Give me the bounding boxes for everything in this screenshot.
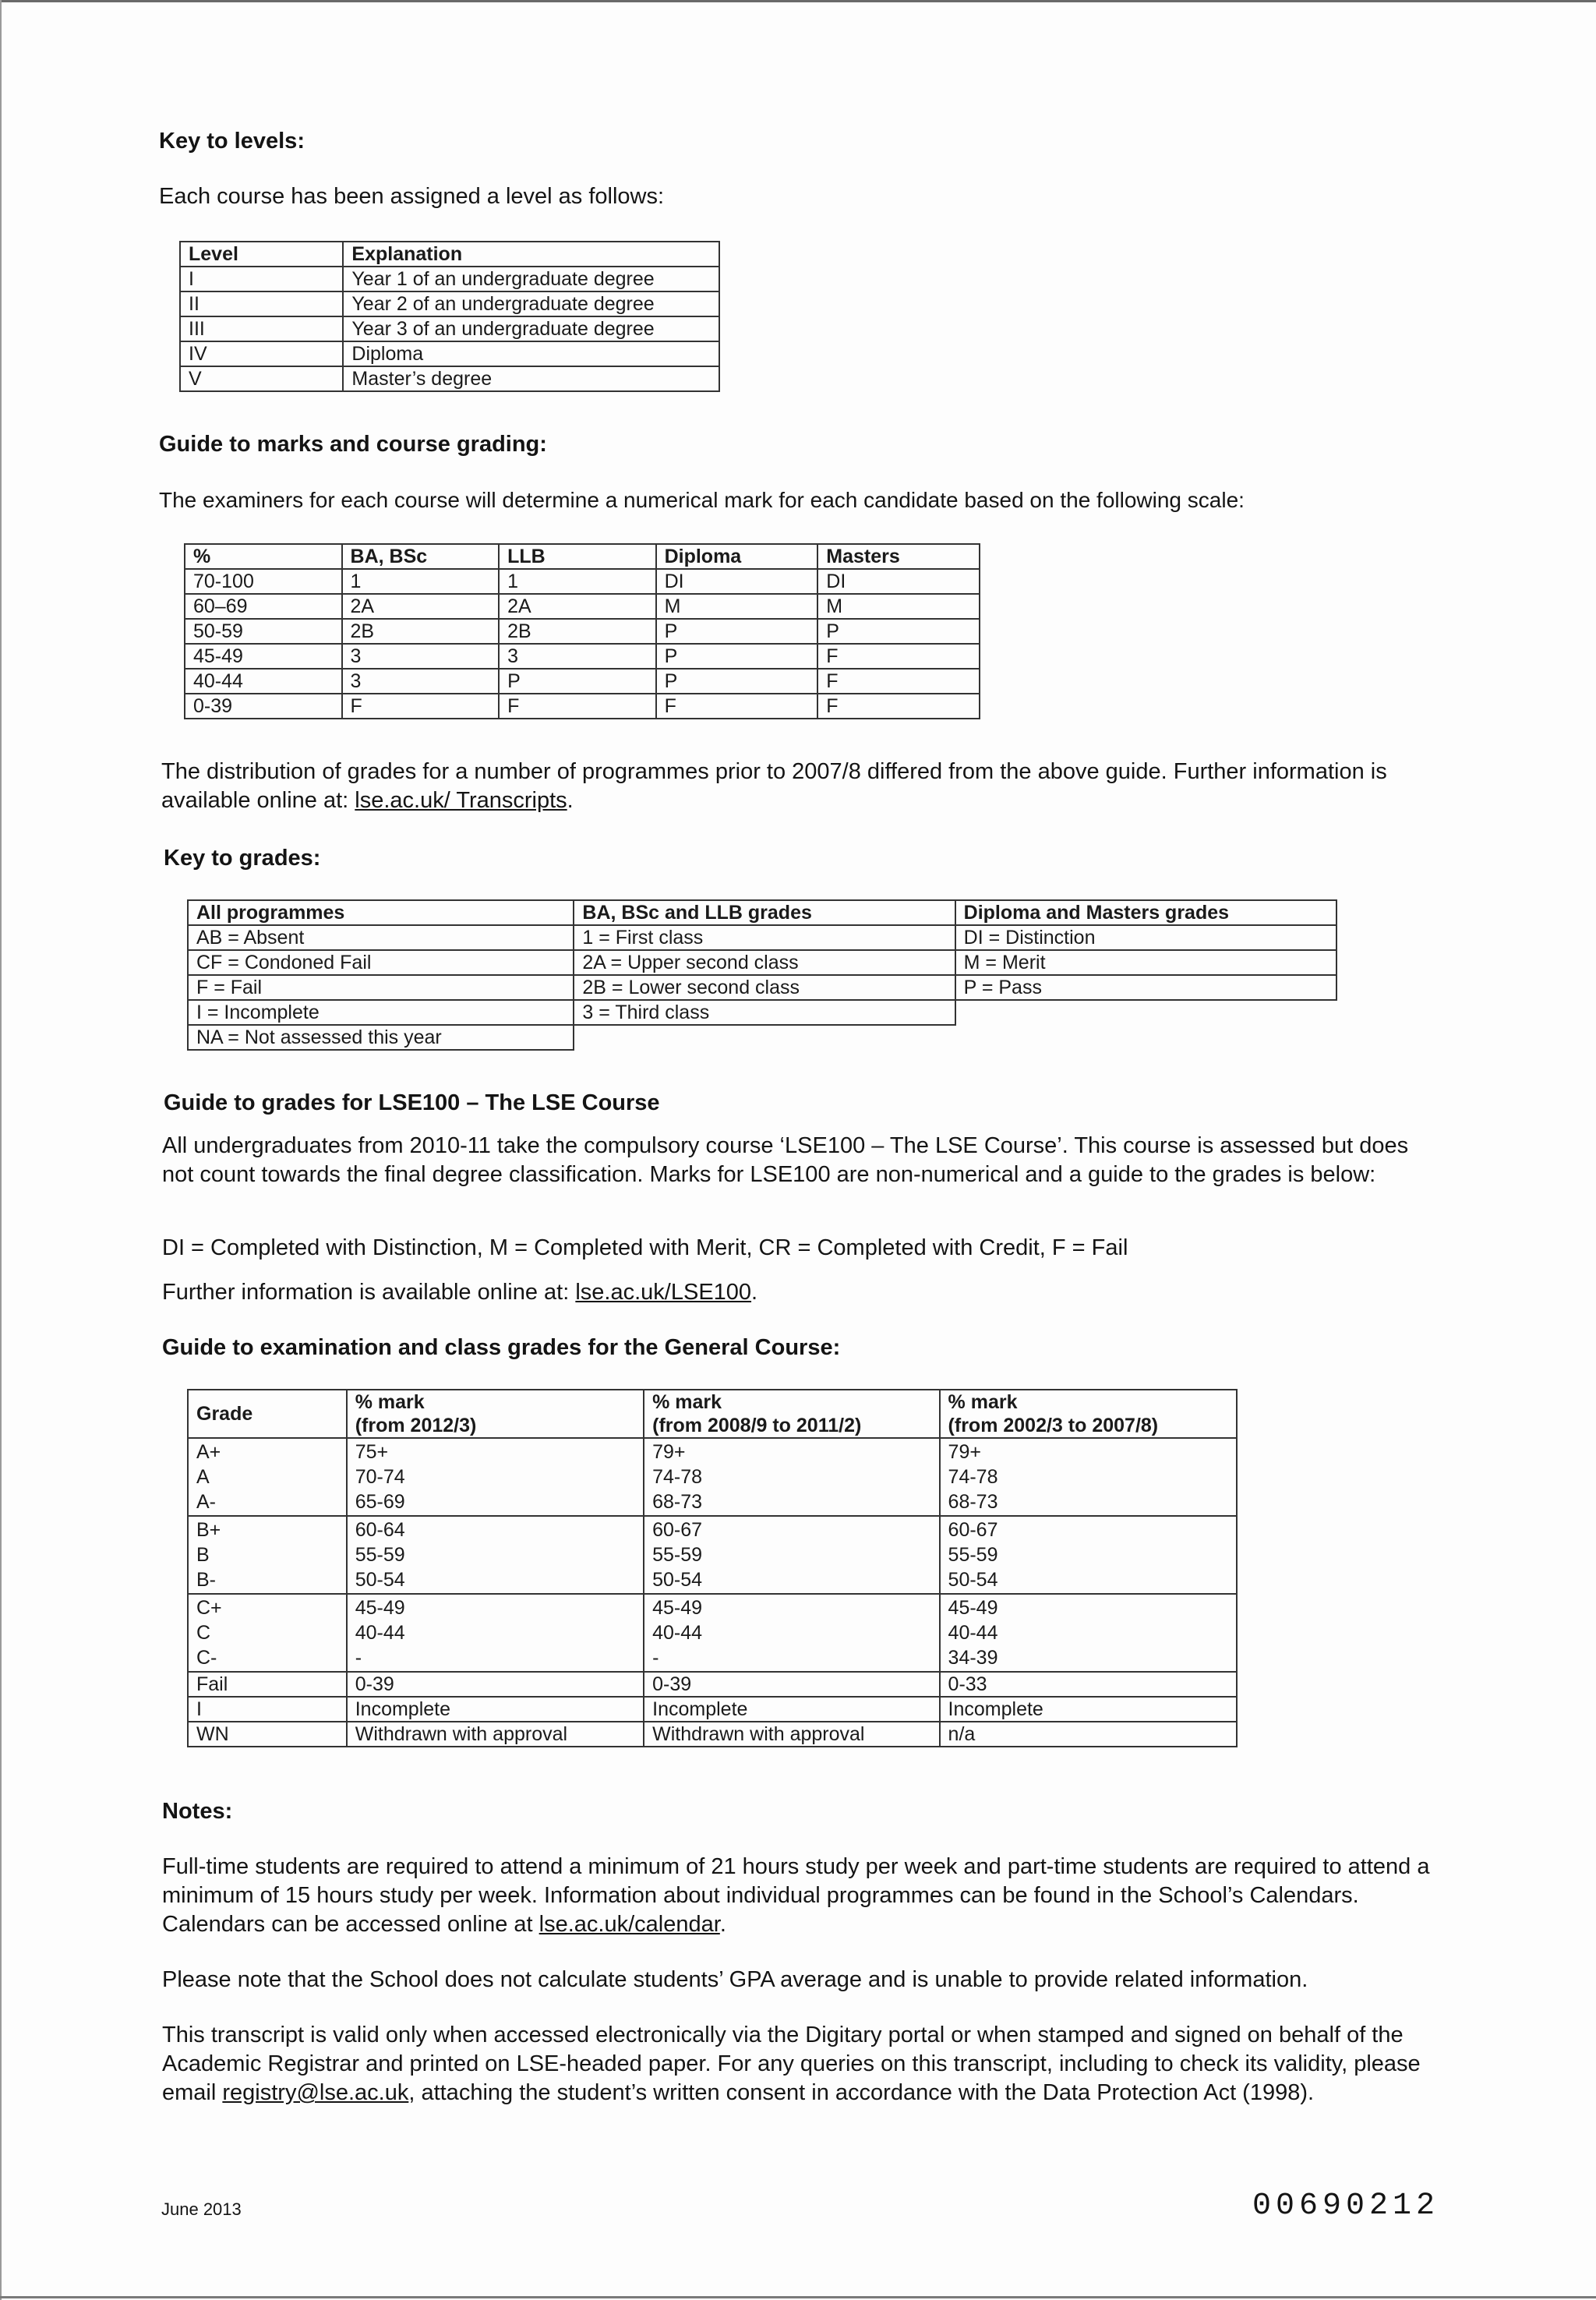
marks-cell: P	[656, 644, 818, 669]
gc-line: 70-74	[355, 1466, 405, 1488]
gc-line: C	[196, 1622, 211, 1644]
gc-mark-cell: n/a	[940, 1722, 1237, 1747]
marks-cell: F	[499, 694, 656, 719]
marks-cell: P	[817, 619, 980, 644]
gc-grade-cell: WN	[188, 1722, 347, 1747]
gc-grade-cell	[188, 1594, 347, 1672]
gc-line: -	[355, 1647, 362, 1669]
scan-top-edge	[0, 0, 1596, 2]
table-row	[188, 1697, 1237, 1722]
validity-text: This transcript is valid only when accessed electronically via the Digitary portal or when stamped and signed on behalf of the Academic Registrar and printed on LSE-headed paper. For any queries on this transcript, including to check its validity, please email	[162, 2023, 1421, 2105]
lse100-heading: Guide to grades for LSE100 – The LSE Course	[164, 1090, 660, 1115]
general-course-table	[187, 1389, 1238, 1747]
gc-line: B+	[196, 1519, 221, 1541]
grades-key-header-cell: All programmes	[188, 900, 574, 925]
note-text: The distribution of grades for a number of programmes prior to 2007/8 differed from the above guide. Further information is available online at:	[161, 759, 1387, 813]
gc-grade-cell: Fail	[188, 1672, 347, 1697]
marks-cell: 60–69	[185, 594, 342, 619]
levels-header-cell: Explanation	[343, 242, 719, 267]
marks-cell: F	[817, 669, 980, 694]
grades-key-header-cell: Diploma and Masters grades	[955, 900, 1336, 925]
marks-cell: 1	[342, 569, 500, 594]
marks-guide-intro: The examiners for each course will determine a numerical mark for each candidate based on the following scale:	[159, 488, 1245, 512]
levels-table	[179, 241, 720, 392]
table-row	[180, 291, 719, 316]
marks-table	[184, 543, 980, 719]
marks-cell: F	[817, 694, 980, 719]
table-row	[180, 316, 719, 341]
marks-cell: 2A	[499, 594, 656, 619]
grade-key-cell: 3 = Third class	[574, 1000, 955, 1025]
table-row	[185, 694, 980, 719]
scan-bottom-edge	[0, 2296, 1596, 2298]
gc-grade-cell	[188, 1516, 347, 1594]
gc-line: 79+	[652, 1441, 686, 1463]
marks-cell: DI	[817, 569, 980, 594]
gc-line: 40-44	[355, 1622, 405, 1644]
marks-cell: 3	[342, 644, 500, 669]
gc-line: A-	[196, 1491, 216, 1513]
gc-line: A	[196, 1466, 210, 1488]
gc-line: 50-54	[355, 1569, 405, 1591]
gc-line: 45-49	[355, 1597, 405, 1619]
lse100-grade-guide: DI = Completed with Distinction, M = Completed with Merit, CR = Completed with Credit, F = Fail	[162, 1235, 1128, 1260]
marks-header-row	[185, 544, 980, 569]
gc-line: 45-49	[948, 1597, 998, 1619]
empty-cell	[574, 1025, 955, 1050]
marks-header-cell: %	[185, 544, 342, 569]
gc-header-cell	[188, 1390, 347, 1438]
level-cell: IV	[180, 341, 343, 366]
gc-line: C+	[196, 1597, 222, 1619]
gc-mark-cell: 0-39	[644, 1672, 939, 1697]
notes-validity	[162, 2021, 1448, 2107]
marks-cell: 3	[499, 644, 656, 669]
marks-cell: M	[656, 594, 818, 619]
marks-cell: P	[656, 619, 818, 644]
marks-cell: 3	[342, 669, 500, 694]
grade-key-cell: CF = Condoned Fail	[188, 950, 574, 975]
notes-heading: Notes:	[162, 1799, 233, 1824]
marks-header-cell: BA, BSc	[342, 544, 500, 569]
registry-email-link[interactable]: registry@lse.ac.uk	[222, 2080, 409, 2105]
marks-guide-heading: Guide to marks and course grading:	[159, 432, 547, 457]
gc-line: 75+	[355, 1441, 389, 1463]
marks-cell: P	[499, 669, 656, 694]
calendar-link[interactable]: lse.ac.uk/calendar	[538, 1912, 720, 1937]
table-row	[188, 1722, 1237, 1747]
document-serial-number: 00690212	[1252, 2189, 1440, 2224]
gc-mark-cell	[644, 1594, 939, 1672]
further-info-text: Further information is available online at:	[162, 1280, 570, 1305]
gc-line: 68-73	[652, 1491, 703, 1513]
grade-group-b	[188, 1516, 1237, 1594]
grade-key-cell: 2A = Upper second class	[574, 950, 955, 975]
gc-mark-cell	[940, 1438, 1237, 1516]
table-row	[180, 341, 719, 366]
lse100-link[interactable]: lse.ac.uk/LSE100	[575, 1280, 752, 1305]
explanation-cell: Year 3 of an undergraduate degree	[343, 316, 719, 341]
levels-header-row	[180, 242, 719, 267]
note-end: .	[567, 788, 574, 813]
gc-mark-cell	[940, 1516, 1237, 1594]
table-row	[188, 1000, 1336, 1025]
key-levels-heading: Key to levels:	[159, 129, 305, 154]
marks-cell: F	[342, 694, 500, 719]
table-row	[188, 950, 1336, 975]
gc-line: 40-44	[948, 1622, 998, 1644]
transcripts-link[interactable]: lse.ac.uk/ Transcripts	[355, 788, 567, 813]
marks-header-cell: LLB	[499, 544, 656, 569]
table-row	[188, 1672, 1237, 1697]
footer-date: June 2013	[161, 2199, 242, 2219]
level-cell: II	[180, 291, 343, 316]
general-course-header-row	[188, 1390, 1237, 1438]
marks-cell: 40-44	[185, 669, 342, 694]
gc-mark-cell	[347, 1594, 644, 1672]
marks-cell: 45-49	[185, 644, 342, 669]
marks-cell: 50-59	[185, 619, 342, 644]
gc-mark-cell	[347, 1516, 644, 1594]
explanation-cell: Year 2 of an undergraduate degree	[343, 291, 719, 316]
gc-line: 55-59	[652, 1544, 703, 1566]
table-row	[185, 669, 980, 694]
gc-header-cell	[940, 1390, 1237, 1438]
gc-line: -	[652, 1647, 659, 1669]
gc-line: 45-49	[652, 1597, 703, 1619]
further-info-end: .	[751, 1280, 758, 1305]
attendance-text: Full-time students are required to attend a minimum of 21 hours study per week and part-time students are required to attend a minimum of 15 hours study per week. Information about individual programmes can be found in the School’s Calendars. Calendars can be accessed online at	[162, 1854, 1430, 1937]
gc-header-line: (from 2008/9 to 2011/2)	[652, 1415, 862, 1436]
grade-key-cell: P = Pass	[955, 975, 1336, 1000]
table-row	[185, 619, 980, 644]
general-course-heading: Guide to examination and class grades for the General Course:	[162, 1335, 841, 1360]
grade-key-cell: AB = Absent	[188, 925, 574, 950]
gc-line: 60-67	[948, 1519, 998, 1541]
gc-line: 68-73	[948, 1491, 998, 1513]
key-grades-heading: Key to grades:	[164, 846, 321, 871]
grades-key-header-cell: BA, BSc and LLB grades	[574, 900, 955, 925]
gc-grade-cell	[188, 1438, 347, 1516]
notes-attendance	[162, 1853, 1440, 1939]
gc-line: B	[196, 1544, 210, 1566]
explanation-cell: Year 1 of an undergraduate degree	[343, 267, 719, 291]
marks-cell: P	[656, 669, 818, 694]
notes-gpa: Please note that the School does not calculate students’ GPA average and is unable to provide related information.	[162, 1967, 1308, 1992]
table-row	[185, 644, 980, 669]
empty-cell	[955, 1000, 1336, 1025]
gc-header-line: Grade	[196, 1403, 253, 1425]
gc-line: 60-67	[652, 1519, 703, 1541]
grade-distribution-note	[161, 758, 1455, 815]
validity-end: , attaching the student’s written consent in accordance with the Data Protection Act (1998).	[408, 2080, 1315, 2105]
marks-cell: M	[817, 594, 980, 619]
table-row	[180, 267, 719, 291]
gc-header-cell	[347, 1390, 644, 1438]
grade-key-cell: 1 = First class	[574, 925, 955, 950]
gc-mark-cell: Withdrawn with approval	[644, 1722, 939, 1747]
attendance-end: .	[719, 1912, 726, 1937]
gc-line: A+	[196, 1441, 221, 1463]
scan-left-edge	[0, 0, 2, 2300]
gc-header-line: % mark	[355, 1391, 425, 1413]
gc-line: B-	[196, 1569, 216, 1591]
marks-cell: 2B	[499, 619, 656, 644]
lse100-further-info	[162, 1278, 757, 1307]
grade-key-cell: F = Fail	[188, 975, 574, 1000]
gc-mark-cell: Withdrawn with approval	[347, 1722, 644, 1747]
gc-header-line: % mark	[948, 1391, 1018, 1413]
table-row	[180, 366, 719, 391]
gc-line: C-	[196, 1647, 217, 1669]
grade-key-cell: DI = Distinction	[955, 925, 1336, 950]
gc-header-line: (from 2002/3 to 2007/8)	[948, 1415, 1159, 1436]
gc-header-line: % mark	[652, 1391, 722, 1413]
gc-mark-cell	[644, 1438, 939, 1516]
table-row	[188, 975, 1336, 1000]
gc-mark-cell	[940, 1594, 1237, 1672]
gc-line: 79+	[948, 1441, 981, 1463]
marks-header-cell: Diploma	[656, 544, 818, 569]
level-cell: V	[180, 366, 343, 391]
marks-cell: F	[817, 644, 980, 669]
table-row	[185, 594, 980, 619]
marks-cell: 1	[499, 569, 656, 594]
gc-header-line: (from 2012/3)	[355, 1415, 477, 1436]
grade-group-c	[188, 1594, 1237, 1672]
gc-mark-cell: Incomplete	[940, 1697, 1237, 1722]
explanation-cell: Diploma	[343, 341, 719, 366]
gc-line: 55-59	[948, 1544, 998, 1566]
marks-cell: 0-39	[185, 694, 342, 719]
grades-key-table	[187, 899, 1337, 1051]
gc-line: 34-39	[948, 1647, 998, 1669]
marks-cell: 70-100	[185, 569, 342, 594]
gc-header-cell	[644, 1390, 939, 1438]
grade-key-cell: NA = Not assessed this year	[188, 1025, 574, 1050]
level-cell: III	[180, 316, 343, 341]
grade-key-cell: M = Merit	[955, 950, 1336, 975]
grade-group-a	[188, 1438, 1237, 1516]
empty-cell	[955, 1025, 1336, 1050]
table-row	[185, 569, 980, 594]
gc-mark-cell: 0-39	[347, 1672, 644, 1697]
gc-mark-cell: Incomplete	[644, 1697, 939, 1722]
gc-mark-cell: 0-33	[940, 1672, 1237, 1697]
gc-mark-cell: Incomplete	[347, 1697, 644, 1722]
marks-header-cell: Masters	[817, 544, 980, 569]
key-levels-intro: Each course has been assigned a level as follows:	[159, 184, 665, 209]
marks-cell: 2B	[342, 619, 500, 644]
gc-line: 74-78	[948, 1466, 998, 1488]
gc-line: 50-54	[948, 1569, 998, 1591]
explanation-cell: Master’s degree	[343, 366, 719, 391]
level-cell: I	[180, 267, 343, 291]
grades-key-header-row	[188, 900, 1336, 925]
lse100-paragraph: All undergraduates from 2010-11 take the compulsory course ‘LSE100 – The LSE Course’. This course is assessed but does not count towards the final degree classification. Marks for LSE100 are non-numerical and a guide to the grades is below:	[162, 1133, 1409, 1187]
marks-cell: F	[656, 694, 818, 719]
table-row	[188, 1025, 1336, 1050]
gc-mark-cell	[347, 1438, 644, 1516]
grade-key-cell: I = Incomplete	[188, 1000, 574, 1025]
marks-cell: DI	[656, 569, 818, 594]
gc-line: 50-54	[652, 1569, 703, 1591]
gc-line: 74-78	[652, 1466, 703, 1488]
gc-grade-cell: I	[188, 1697, 347, 1722]
grade-key-cell: 2B = Lower second class	[574, 975, 955, 1000]
levels-header-cell: Level	[180, 242, 343, 267]
gc-line: 40-44	[652, 1622, 703, 1644]
gc-line: 55-59	[355, 1544, 405, 1566]
table-row	[188, 925, 1336, 950]
gc-line: 65-69	[355, 1491, 405, 1513]
gc-mark-cell	[644, 1516, 939, 1594]
gc-line: 60-64	[355, 1519, 405, 1541]
marks-cell: 2A	[342, 594, 500, 619]
